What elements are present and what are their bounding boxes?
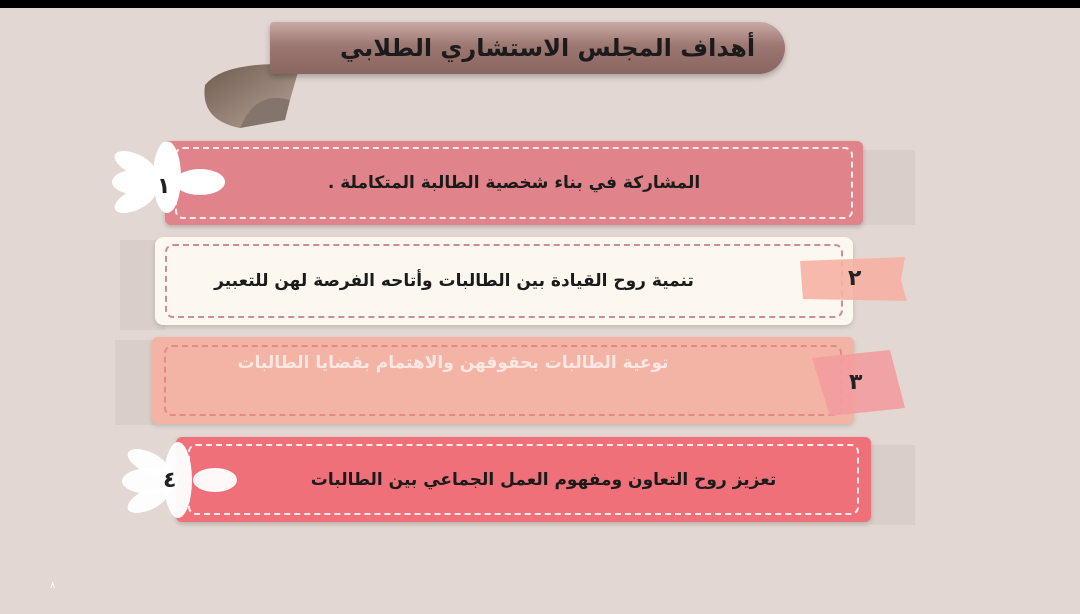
goal-number-4: ٤	[163, 468, 177, 493]
goal-text-2: تنمية روح القيادة بين الطالبات وأتاحه الفرصة لهن للتعبير	[214, 271, 694, 291]
goal-card-2	[155, 237, 853, 325]
top-bar	[0, 0, 1080, 8]
title-ribbon	[270, 22, 785, 74]
goal-card-3	[152, 337, 854, 424]
goal-text-3: توعية الطالبات بحقوقهن والاهتمام بقضايا الطالبات	[237, 352, 669, 373]
page-title: أهداف المجلس الاستشاري الطلابي	[339, 34, 756, 62]
goal-text-1: المشاركة في بناء شخصية الطالبة المتكاملة .	[327, 173, 701, 193]
card-shadow	[860, 150, 915, 225]
flower-icon	[118, 438, 243, 523]
page-number: ٨	[50, 580, 56, 591]
card-shadow	[115, 340, 155, 425]
card-shadow	[870, 445, 915, 525]
goal-number-2: ٢	[848, 266, 862, 291]
goal-card-4	[176, 437, 871, 522]
goal-number-3: ٣	[849, 370, 863, 395]
goal-text-4: تعزيز روح التعاون ومفهوم العمل الجماعي بين الطالبات	[310, 469, 777, 490]
goal-number-1: ١	[157, 174, 171, 199]
goal-card-1	[165, 141, 863, 225]
